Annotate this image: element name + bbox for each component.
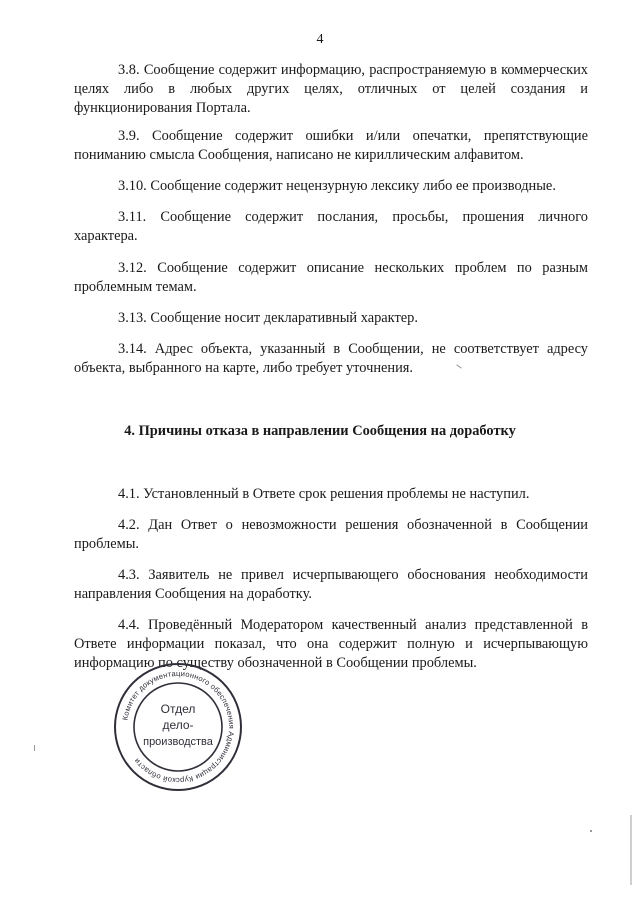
- clause-text: 4.2. Дан Ответ о невозможности решения обозначенной в Сообщении проблемы.: [74, 517, 588, 552]
- clause-3-14: [74, 340, 588, 378]
- clause-4-1: [74, 485, 588, 504]
- stamp-line-3: производства: [143, 736, 213, 748]
- clause-text: 4.3. Заявитель не привел исчерпывающего обоснования необходимости направления Сообщения на доработку.: [74, 567, 588, 602]
- clause-text: 3.12. Сообщение содержит описание нескольких проблем по разным проблемным темам.: [74, 260, 588, 295]
- scan-edge-mark: [630, 815, 632, 885]
- clause-text: 3.10. Сообщение содержит нецензурную лексику либо ее производные.: [118, 178, 556, 194]
- clause-text: 3.13. Сообщение носит декларативный характер.: [118, 310, 418, 326]
- clause-text: 4.4. Проведённый Модератором качественный анализ представленной в Ответе информации показал, что она содержит полную и исчерпывающую информацию по существу обозначенной в Сообщении проблемы.: [74, 617, 588, 671]
- clause-text: 3.11. Сообщение содержит послания, просьбы, прошения личного характера.: [74, 209, 588, 244]
- stamp-line-2: дело-: [162, 718, 194, 732]
- clause-text: 3.9. Сообщение содержит ошибки и/или опечатки, препятствующие пониманию смысла Сообщения, написано не кириллическим алфавитом.: [74, 128, 588, 163]
- clause-text: 3.14. Адрес объекта, указанный в Сообщении, не соответствует адресу объекта, выбранного на карте, либо требует уточнения.: [74, 341, 588, 376]
- section-4-heading: 4. Причины отказа в направлении Сообщения на доработку: [124, 423, 516, 439]
- clause-4-2: [74, 516, 588, 554]
- stamp-line-1: Отдел: [160, 702, 196, 716]
- clause-3-11: [74, 208, 588, 246]
- page-number: 4: [316, 32, 324, 47]
- clause-3-9: [74, 127, 588, 165]
- scan-mark: [590, 830, 592, 832]
- clause-4-3: [74, 566, 588, 604]
- scan-mark: [34, 745, 35, 751]
- clause-3-12: [74, 259, 588, 297]
- clause-3-8: [74, 61, 588, 118]
- clause-3-10: [74, 177, 588, 196]
- clause-text: 3.8. Сообщение содержит информацию, распространяемую в коммерческих целях либо в любых других целях, отличных от целей создания и функционирования Портала.: [74, 62, 588, 116]
- stamp-ring-text: Комитет документационного обеспечения Администрации Курской области: [120, 668, 237, 786]
- clause-3-13: [74, 309, 588, 328]
- office-stamp: [112, 661, 244, 793]
- clause-text: 4.1. Установленный в Ответе срок решения проблемы не наступил.: [118, 486, 530, 502]
